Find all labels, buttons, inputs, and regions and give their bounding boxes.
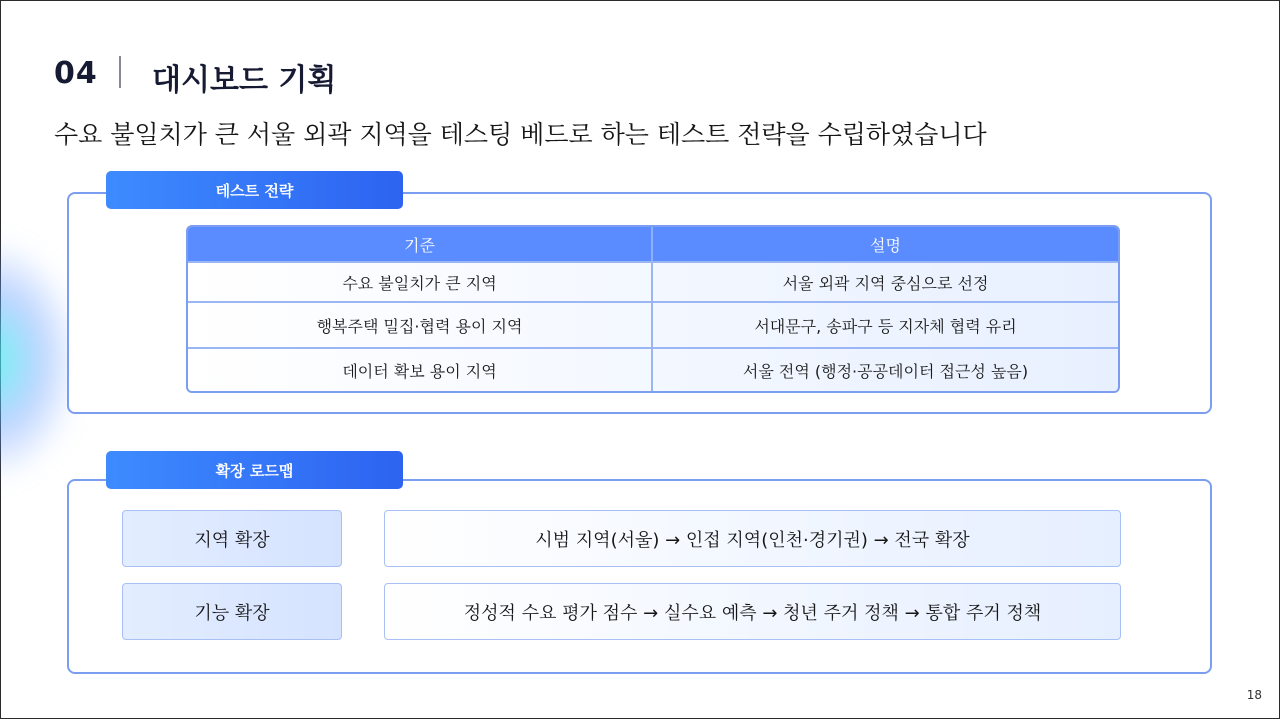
column-header-criterion: 기준: [188, 227, 653, 261]
table-header-row: [188, 227, 1118, 261]
criteria-table: [186, 225, 1120, 393]
table-row: [188, 261, 1118, 301]
roadmap-label-region: 지역 확장: [122, 510, 342, 567]
page-subtitle: 수요 불일치가 큰 서울 외곽 지역을 테스팅 베드로 하는 테스트 전략을 수립하였습니다: [54, 120, 987, 149]
roadmap-description-feature: 정성적 수요 평가 점수 → 실수요 예측 → 청년 주거 정책 → 통합 주거 정책: [384, 583, 1121, 640]
criterion-cell: 행복주택 밀집·협력 용이 지역: [188, 303, 653, 347]
column-header-description: 설명: [870, 235, 901, 255]
table-row: [188, 301, 1118, 347]
table-row: [188, 347, 1118, 391]
section-number: 04: [54, 56, 98, 91]
description-cell: 서대문구, 송파구 등 지자체 협력 유리: [754, 316, 1017, 336]
page-title: 대시보드 기획: [152, 63, 337, 98]
criterion-cell: 수요 불일치가 큰 지역: [188, 263, 653, 301]
criterion-cell: 데이터 확보 용이 지역: [188, 349, 653, 391]
description-cell: 서울 전역 (행정·공공데이터 접근성 높음): [742, 361, 1029, 381]
roadmap-tag: 확장 로드맵: [106, 451, 403, 489]
roadmap-description-region: 시범 지역(서울) → 인접 지역(인천·경기권) → 전국 확장: [384, 510, 1121, 567]
title-divider: [119, 56, 121, 88]
page-number: 18: [1246, 688, 1262, 702]
roadmap-label-feature: 기능 확장: [122, 583, 342, 640]
roadmap-panel: [67, 479, 1212, 674]
test-strategy-tag: 테스트 전략: [106, 171, 403, 209]
description-cell: 서울 외곽 지역 중심으로 선정: [782, 273, 989, 293]
